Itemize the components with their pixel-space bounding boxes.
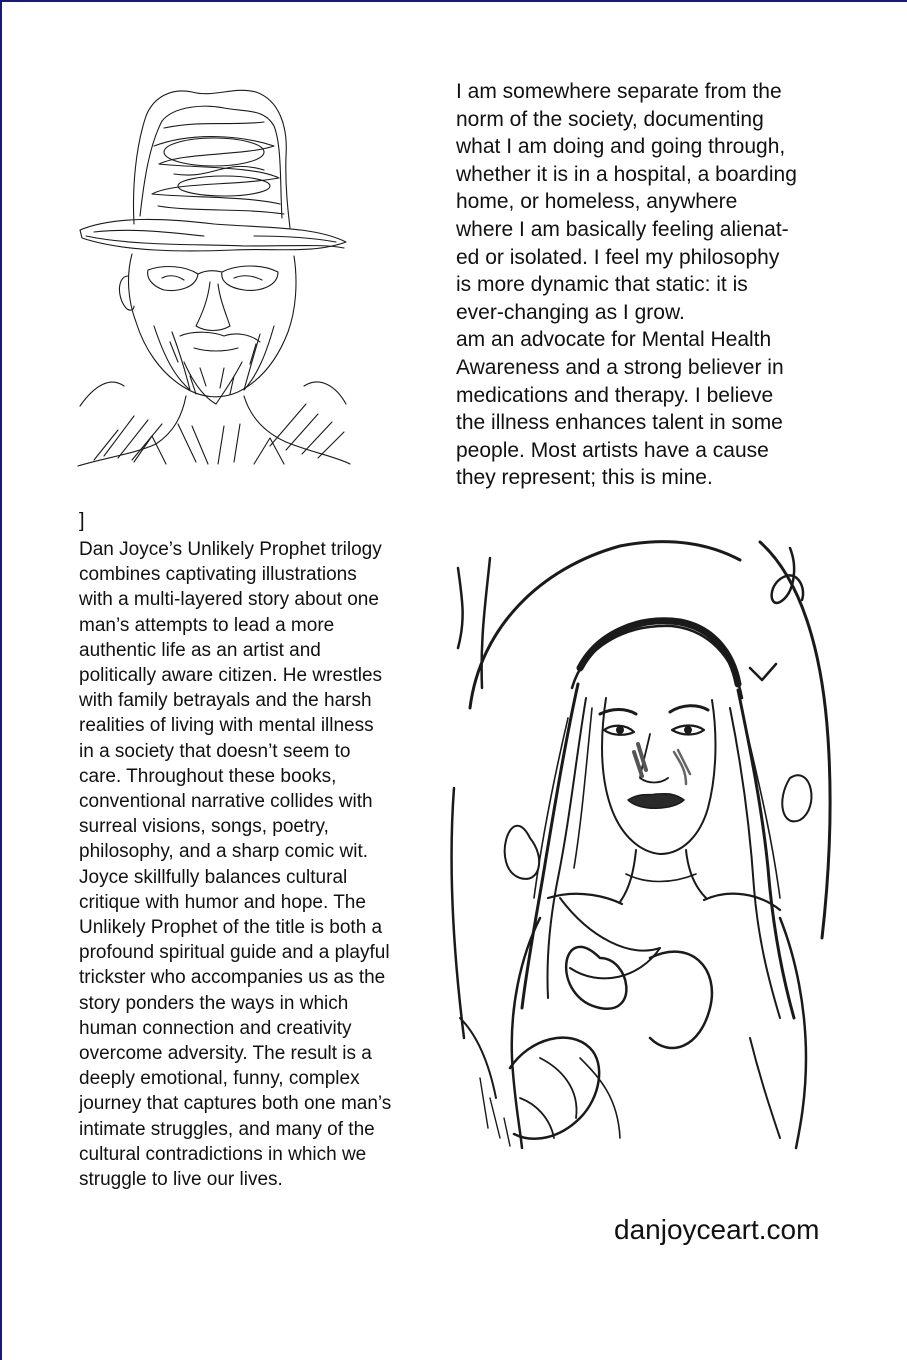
left-border: [0, 0, 2, 1360]
top-border: [0, 0, 907, 2]
man-in-hat-sketch: [74, 86, 354, 468]
stray-bracket: ]: [79, 510, 85, 532]
book-blurb: Dan Joyce’s Unlikely Prophet trilogy combines captivating illustrations with a multi-layered story about one man’s attempts to lead a more authentic life as an artist and politically aware citizen. He wrestles with family betrayals and the harsh realities of living with mental illness in a society that doesn’t seem to care. Throughout these books, conventional narrative collides with surreal visions, songs, poetry, philosophy, and a sharp comic wit. Joyce skillfully balances cultural critique with humor and hope. The Unlikely Prophet of the title is both a profound spiritual guide and a playful trickster who accompanies us as the story ponders the ways in which human connection and creativity overcome adversity. The result is a deeply emotional, funny, complex journey that captures both one man’s intimate struggles, and many of the cultural contradictions in which we struggle to live our lives.: [79, 539, 392, 1191]
artist-statement: I am somewhere separate from the norm of the society, documenting what I am doing and going through, whether it is in a hospital, a boarding home, or homeless, anywhere where I am basically feeling alienat- ed or isolated. I feel my philosophy is more dynamic that static: it is ever-changing as I grow. am an advocate for Mental Health Awareness and a strong believer in medications and therapy. I believe the illness enhances talent in some people. Most artists have a cause they represent; this is mine.: [456, 80, 797, 490]
woman-portrait-sketch: [450, 538, 835, 1150]
website-url: danjoyceart.com: [614, 1214, 820, 1245]
